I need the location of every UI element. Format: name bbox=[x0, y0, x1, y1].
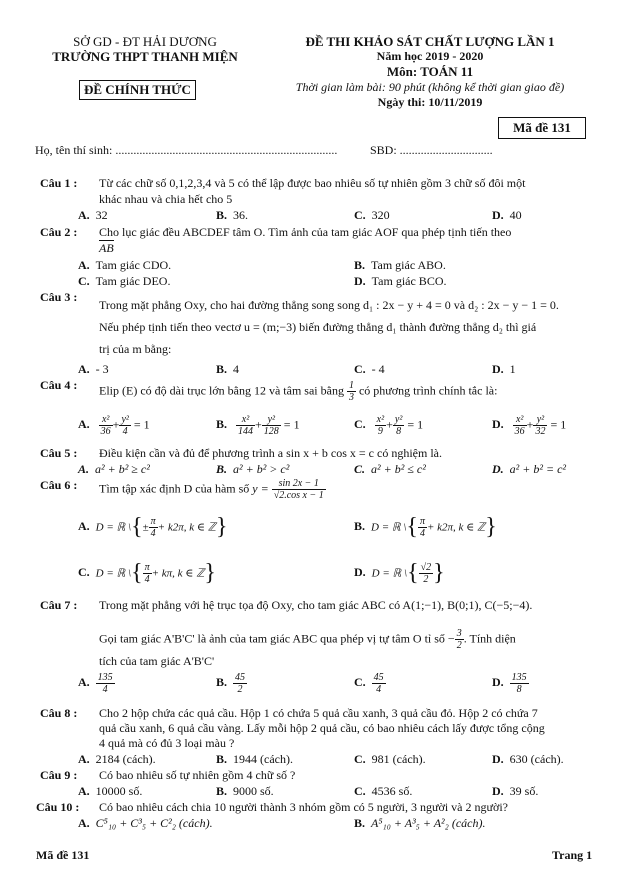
question-text-part: Gọi tam giác A'B'C' là ảnh của tam giác ABC qua phép vị tự tâm O tỉ số − bbox=[99, 631, 455, 646]
option-text: 10000 số. bbox=[95, 784, 143, 798]
option-letter: B. bbox=[216, 362, 228, 376]
question-text: trị của m bằng: bbox=[99, 342, 172, 356]
sign: ± bbox=[142, 521, 149, 534]
question-text: Điều kiện cần và đủ để phương trình a sin x + b cos x = c có nghiệm là. bbox=[99, 446, 442, 460]
plus-sign: + bbox=[255, 417, 262, 432]
numerator: 135 bbox=[97, 672, 113, 683]
option-letter: C. bbox=[354, 784, 366, 798]
fraction bbox=[233, 672, 247, 695]
denominator: 2 bbox=[456, 640, 462, 651]
fraction bbox=[262, 414, 281, 437]
fraction bbox=[119, 414, 130, 437]
option-text: 32 bbox=[95, 208, 108, 222]
school-year: Năm học 2019 - 2020 bbox=[376, 49, 484, 63]
option-b bbox=[216, 462, 289, 477]
question-text: Có bao nhiêu cách chia 10 người thành 3 nhóm gồm có 5 người, 3 người và 2 người? bbox=[99, 800, 508, 814]
brace-close: } bbox=[204, 560, 216, 586]
option-text: 1 bbox=[509, 362, 516, 376]
fraction bbox=[510, 672, 529, 695]
option-letter: C. bbox=[354, 417, 366, 432]
school-name: TRƯỜNG THPT THANH MIỆN bbox=[52, 49, 238, 64]
brace-open: { bbox=[407, 560, 419, 586]
fraction bbox=[419, 562, 434, 585]
option-b bbox=[216, 672, 247, 695]
fraction bbox=[375, 414, 386, 437]
option-a bbox=[78, 414, 150, 437]
question-number: Câu 5 : bbox=[40, 446, 78, 460]
option-d bbox=[354, 274, 446, 289]
question-text: tích của tam giác A'B'C' bbox=[99, 654, 215, 668]
footer-page-number: Trang 1 bbox=[552, 848, 593, 862]
question-text: quả cầu xanh, 6 quả cầu vàng. Lấy mỗi hộp 2 quả cầu, có bao nhiêu cách lấy được tổng cộng bbox=[99, 721, 545, 735]
equals: = 1 bbox=[407, 417, 424, 432]
fraction bbox=[99, 414, 113, 437]
brace-open: { bbox=[131, 514, 143, 540]
option-d bbox=[492, 784, 538, 799]
option-text: a² + b² > c² bbox=[233, 462, 290, 476]
question-text: Trong mặt phẳng Oxy, cho hai đường thẳng song song d₁ : 2x − y + 4 = 0 và d₂ : 2x − y − 1 = 0. bbox=[99, 298, 559, 312]
option-b bbox=[354, 258, 446, 273]
numerator: sin 2x − 1 bbox=[272, 478, 326, 490]
option-d bbox=[354, 560, 445, 587]
set-tail: + k2π, k ∈ ℤ bbox=[426, 521, 486, 534]
plus-sign: + bbox=[112, 417, 120, 432]
option-letter: D. bbox=[492, 752, 504, 766]
option-letter: C. bbox=[78, 565, 90, 580]
option-text: 40 bbox=[509, 208, 522, 222]
fraction bbox=[149, 516, 158, 539]
numerator: x² bbox=[236, 414, 255, 426]
option-b bbox=[216, 752, 293, 767]
denominator: 32 bbox=[535, 426, 546, 437]
set-tail: + kπ, k ∈ ℤ bbox=[151, 567, 205, 580]
option-letter: A. bbox=[78, 784, 90, 798]
denominator: 2 bbox=[237, 684, 243, 695]
question-text-part: . Tính diện bbox=[463, 631, 516, 646]
question-number: Câu 2 : bbox=[40, 225, 78, 239]
option-text: a² + b² ≥ c² bbox=[95, 462, 150, 476]
equals: = 1 bbox=[283, 417, 300, 432]
question-text: Nếu phép tịnh tiến theo vectơ u = (m;−3) biến đường thẳng d₁ thành đường thẳng d₂ thì giá bbox=[99, 320, 537, 334]
equals: = 1 bbox=[550, 417, 567, 432]
option-c bbox=[354, 672, 386, 695]
exam-title: ĐỀ THI KHẢO SÁT CHẤT LƯỢNG LẦN 1 bbox=[305, 34, 555, 49]
option-letter: C. bbox=[354, 675, 366, 690]
fraction bbox=[393, 414, 404, 437]
option-b bbox=[216, 208, 248, 223]
question-text bbox=[99, 478, 326, 501]
option-text: 320 bbox=[371, 208, 390, 222]
option-c bbox=[354, 752, 426, 767]
denominator: 2 bbox=[423, 574, 429, 585]
option-b bbox=[216, 414, 300, 437]
option-letter: A. bbox=[78, 208, 90, 222]
exam-date: Ngày thi: 10/11/2019 bbox=[377, 95, 483, 109]
plus-sign: + bbox=[386, 417, 393, 432]
denominator: 36 bbox=[100, 426, 111, 437]
option-letter: B. bbox=[216, 208, 228, 222]
option-letter: B. bbox=[354, 816, 366, 830]
fraction bbox=[96, 672, 115, 695]
option-d bbox=[492, 462, 566, 477]
option-text: 39 số. bbox=[509, 784, 539, 798]
option-letter: D. bbox=[492, 675, 504, 690]
option-text: Tam giác BCO. bbox=[371, 274, 447, 288]
option-letter: D. bbox=[492, 362, 504, 376]
option-text: 4536 số. bbox=[371, 784, 413, 798]
denominator: 9 bbox=[377, 426, 383, 437]
option-letter: B. bbox=[354, 258, 366, 272]
numerator: x² bbox=[99, 414, 113, 426]
option-text: 630 (cách). bbox=[509, 752, 564, 766]
option-text: Tam giác DEO. bbox=[95, 274, 171, 288]
fraction bbox=[513, 414, 527, 437]
option-text: a² + b² ≤ c² bbox=[371, 462, 426, 476]
option-letter: D. bbox=[492, 784, 504, 798]
numerator: 45 bbox=[235, 672, 246, 683]
equals: = 1 bbox=[133, 417, 150, 432]
option-a bbox=[78, 514, 227, 541]
option-text: 4 bbox=[233, 362, 240, 376]
option-letter: B. bbox=[216, 675, 228, 690]
option-c bbox=[354, 462, 426, 477]
denominator: 4 bbox=[144, 574, 150, 585]
option-letter: A. bbox=[78, 258, 90, 272]
option-b bbox=[354, 816, 485, 831]
option-text: 36. bbox=[233, 208, 249, 222]
fraction bbox=[347, 380, 356, 403]
option-d bbox=[492, 672, 529, 695]
option-letter: C. bbox=[354, 462, 366, 476]
numerator: y² bbox=[394, 414, 403, 425]
plus-sign: + bbox=[526, 417, 534, 432]
numerator: π bbox=[419, 516, 425, 527]
exam-code-box: Mã đề 131 bbox=[498, 117, 586, 139]
question-number: Câu 3 : bbox=[40, 290, 78, 304]
option-c bbox=[354, 414, 423, 437]
option-d bbox=[492, 414, 566, 437]
option-a bbox=[78, 816, 213, 831]
numerator: y² bbox=[121, 414, 129, 425]
numerator: x² bbox=[513, 414, 527, 426]
option-d bbox=[492, 208, 522, 223]
option-text: 9000 số. bbox=[233, 784, 274, 798]
question-text bbox=[99, 380, 497, 403]
option-letter: C. bbox=[78, 274, 90, 288]
question-number: Câu 4 : bbox=[40, 378, 78, 392]
option-text: - 4 bbox=[371, 362, 385, 376]
duration: Thời gian làm bài: 90 phút (không kể thời gian giao đề) bbox=[295, 80, 565, 94]
option-text: A⁵₁₀ + A³₅ + A²₂ (cách). bbox=[371, 816, 486, 830]
numerator: x² bbox=[376, 414, 385, 425]
option-c bbox=[78, 274, 170, 289]
numerator: π bbox=[144, 562, 150, 573]
set-prefix: D = ℝ \ bbox=[371, 567, 408, 580]
fraction bbox=[272, 478, 326, 501]
question-number: Câu 7 : bbox=[40, 598, 78, 612]
fraction bbox=[143, 562, 152, 585]
question-text bbox=[99, 628, 516, 651]
option-letter: B. bbox=[216, 462, 228, 476]
brace-open: { bbox=[406, 514, 418, 540]
option-a bbox=[78, 208, 108, 223]
option-a bbox=[78, 752, 156, 767]
numerator: 135 bbox=[511, 672, 527, 683]
fraction bbox=[236, 414, 255, 437]
numerator: 1 bbox=[348, 380, 354, 391]
option-letter: D. bbox=[354, 565, 366, 580]
set-prefix: D = ℝ \ bbox=[371, 521, 407, 534]
option-a bbox=[78, 258, 171, 273]
option-d bbox=[492, 752, 564, 767]
official-badge: ĐỀ CHÍNH THỨC bbox=[79, 80, 196, 100]
option-letter: C. bbox=[354, 362, 366, 376]
denominator: 4 bbox=[419, 528, 425, 539]
option-c bbox=[354, 784, 412, 799]
option-text: C⁵₁₀ + C³₅ + C²₂ (cách). bbox=[95, 816, 213, 830]
set-tail: + k2π, k ∈ ℤ bbox=[157, 521, 216, 534]
question-number: Câu 1 : bbox=[40, 176, 78, 190]
numerator: y² bbox=[262, 414, 281, 426]
question-number: Câu 8 : bbox=[40, 706, 78, 720]
question-text-part: có phương trình chính tắc là: bbox=[358, 383, 498, 398]
option-c bbox=[354, 208, 390, 223]
option-letter: D. bbox=[354, 274, 366, 288]
option-letter: A. bbox=[78, 675, 90, 690]
denominator: 8 bbox=[396, 426, 402, 437]
option-letter: D. bbox=[492, 208, 504, 222]
option-letter: D. bbox=[492, 417, 504, 432]
option-letter: A. bbox=[78, 417, 90, 432]
brace-open: { bbox=[131, 560, 143, 586]
denominator: √2.cos x − 1 bbox=[273, 490, 324, 501]
numerator: y² bbox=[533, 414, 547, 426]
option-letter: B. bbox=[354, 519, 366, 534]
option-text: 1944 (cách). bbox=[233, 752, 293, 766]
option-letter: A. bbox=[78, 462, 90, 476]
question-text: Có bao nhiêu số tự nhiên gồm 4 chữ số ? bbox=[99, 768, 296, 782]
question-text: Cho 2 hộp chứa các quả cầu. Hộp 1 có chứa 5 quả cầu xanh, 3 quả cầu đỏ. Hộp 2 có chứa 7 bbox=[99, 706, 538, 720]
department: SỞ GD - ĐT HẢI DƯƠNG bbox=[73, 34, 217, 49]
option-text: Tam giác ABO. bbox=[371, 258, 446, 272]
fraction bbox=[533, 414, 547, 437]
function-y: y = bbox=[252, 481, 269, 496]
option-a bbox=[78, 462, 150, 477]
denominator: 144 bbox=[238, 426, 254, 437]
vector-ab: AB bbox=[99, 241, 114, 255]
option-letter: A. bbox=[78, 519, 90, 534]
fraction bbox=[455, 628, 464, 651]
option-letter: B. bbox=[216, 417, 228, 432]
option-c bbox=[354, 362, 385, 377]
option-text: a² + b² = c² bbox=[509, 462, 566, 476]
denominator: 4 bbox=[102, 684, 108, 695]
option-letter: B. bbox=[216, 784, 228, 798]
option-d bbox=[492, 362, 516, 377]
denominator: 4 bbox=[122, 426, 128, 437]
question-text: khác nhau và chia hết cho 5 bbox=[99, 192, 233, 206]
numerator: 3 bbox=[456, 628, 462, 639]
subject: Môn: TOÁN 11 bbox=[386, 64, 474, 79]
option-a bbox=[78, 784, 142, 799]
denominator: 128 bbox=[263, 426, 279, 437]
option-text: 981 (cách). bbox=[371, 752, 426, 766]
option-b bbox=[216, 362, 239, 377]
question-number: Câu 6 : bbox=[40, 478, 78, 492]
brace-close: } bbox=[433, 560, 445, 586]
set-prefix: D = ℝ \ bbox=[95, 521, 132, 534]
option-letter: A. bbox=[78, 752, 90, 766]
option-a bbox=[78, 362, 109, 377]
option-text: - 3 bbox=[95, 362, 109, 376]
option-letter: A. bbox=[78, 362, 90, 376]
question-text: Cho lục giác đều ABCDEF tâm O. Tìm ảnh của tam giác AOF qua phép tịnh tiến theo bbox=[99, 225, 512, 239]
question-text-part: Tìm tập xác định D của hàm số bbox=[99, 481, 250, 496]
option-text: 2184 (cách). bbox=[95, 752, 156, 766]
option-letter: D. bbox=[492, 462, 504, 476]
option-text: Tam giác CDO. bbox=[95, 258, 172, 272]
candidate-name-field: Họ, tên thí sinh: .......................................................................... bbox=[35, 143, 338, 157]
option-a bbox=[78, 672, 115, 695]
question-text: 4 quả mà có đủ 3 loại màu ? bbox=[99, 736, 235, 750]
question-text: Từ các chữ số 0,1,2,3,4 và 5 có thể lập được bao nhiêu số tự nhiên gồm 3 chữ số đôi một bbox=[99, 176, 526, 190]
option-letter: A. bbox=[78, 816, 90, 830]
option-b bbox=[354, 514, 497, 541]
question-text: Trong mặt phẳng với hệ trục tọa độ Oxy, cho tam giác ABC có A(1;−1), B(0;1), C(−5;−4). bbox=[99, 598, 533, 612]
brace-close: } bbox=[485, 514, 497, 540]
denominator: 3 bbox=[348, 392, 354, 403]
denominator: 4 bbox=[150, 528, 156, 539]
denominator: 4 bbox=[376, 684, 382, 695]
denominator: 36 bbox=[514, 426, 525, 437]
option-c bbox=[78, 560, 216, 587]
numerator: 45 bbox=[373, 672, 384, 683]
footer-exam-code: Mã đề 131 bbox=[36, 848, 90, 862]
fraction bbox=[372, 672, 386, 695]
candidate-sbd-field: SBD: ............................... bbox=[370, 143, 493, 157]
option-letter: C. bbox=[354, 752, 366, 766]
set-prefix: D = ℝ \ bbox=[95, 567, 132, 580]
numerator: √2 bbox=[420, 562, 432, 573]
option-b bbox=[216, 784, 274, 799]
option-letter: C. bbox=[354, 208, 366, 222]
fraction bbox=[418, 516, 427, 539]
denominator: 8 bbox=[516, 684, 522, 695]
numerator: π bbox=[150, 516, 156, 527]
option-letter: B. bbox=[216, 752, 228, 766]
question-number: Câu 10 : bbox=[36, 800, 80, 814]
brace-close: } bbox=[215, 514, 228, 540]
question-text-part: Elip (E) có độ dài trục lớn bằng 12 và tâm sai bằng bbox=[99, 383, 344, 398]
question-number: Câu 9 : bbox=[40, 768, 78, 782]
